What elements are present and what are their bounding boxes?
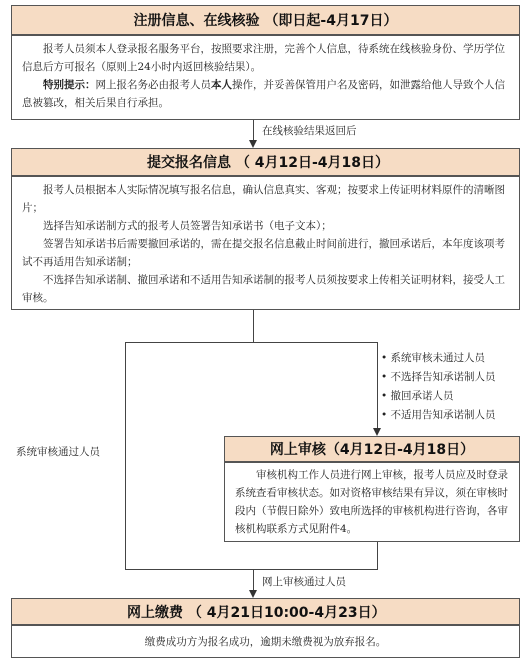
branch-left-line <box>125 342 126 569</box>
arrow3-head <box>249 590 257 598</box>
step2-para3: 签署告知承诺书后需要撤回承诺的，需在提交报名信息截止时间前进行，撤回承诺后，本年度该项考试不再适用告知承诺制； <box>22 238 505 268</box>
arrow1-label: 在线核验结果返回后 <box>262 125 357 137</box>
arrow1-line <box>253 120 254 142</box>
branch-bullet-3: • 撤回承诺人员 <box>381 390 454 402</box>
step1-para1: 报考人员须本人登录报名服务平台，按照要求注册，完善个人信息，待系统在线核验身份、学历学位信息后方可报名（原则上24小时内返回核验结果）。 <box>22 43 505 73</box>
step3-body <box>224 462 520 542</box>
step1-tip-text-b: 操作，并妥善保管用户名及密码，如泄露给他人导致个人信息被篡改，相关后果自行承担。 <box>22 79 505 109</box>
step2-para4: 不选择告知承诺制、撤回承诺和不适用告知承诺制的报考人员须按要求上传相关证明材料，接受人工审核。 <box>22 274 505 304</box>
step1-title: 注册信息、在线核验 （即日起-4月17日） <box>133 13 398 29</box>
step4-body <box>11 625 520 658</box>
step2-title: 提交报名信息 （ 4月12日-4月18日） <box>147 155 390 171</box>
branch-right-line <box>377 342 378 434</box>
step1-tip <box>22 76 509 112</box>
step3-down-line <box>377 542 378 569</box>
arrow1-head <box>249 140 257 148</box>
branch-right-arrowhead <box>373 428 381 436</box>
step3-header <box>224 436 520 462</box>
step3-title: 网上审核（4月12日-4月18日） <box>269 442 475 458</box>
branch-bullet-4: • 不适用告知承诺制人员 <box>381 409 496 421</box>
step2-body <box>11 176 520 310</box>
branch-bullet-2: • 不选择告知承诺制人员 <box>381 371 496 383</box>
step2-para1: 报考人员根据本人实际情况填写报名信息，确认信息真实、客观；按要求上传证明材料原件的清晰图片； <box>22 184 505 214</box>
step1-header <box>11 5 520 35</box>
step4-para1: 缴费成功方为报名成功，逾期未缴费视为放弃报名。 <box>144 635 387 648</box>
branch-bullet-1: • 系统审核未通过人员 <box>381 352 486 364</box>
step1-tip-label: 特别提示： <box>43 79 96 91</box>
merge-line <box>125 569 378 570</box>
branch-left-label: 系统审核通过人员 <box>16 446 100 458</box>
step1-tip-text-a: 网上报名务必由报考人员 <box>95 79 211 91</box>
step2-header <box>11 148 520 176</box>
step1-body <box>11 35 520 120</box>
step4-header <box>11 598 520 625</box>
arrow3-line <box>253 569 254 592</box>
branch-top-line <box>125 342 378 343</box>
step3-para1: 审核机构工作人员进行网上审核，报考人员应及时登录系统查看审核状态。如对资格审核结果有异议，须在审核时段内（节假日除外）致电所选择的审核机构进行咨询，各审核机构联系方式见附件4。 <box>235 469 508 535</box>
branch-stem <box>253 310 254 342</box>
step1-tip-bold: 本人 <box>211 79 232 91</box>
arrow3-label: 网上审核通过人员 <box>262 576 346 588</box>
step2-para2: 选择告知承诺制方式的报考人员签署告知承诺书（电子文本）； <box>43 220 332 232</box>
step4-title: 网上缴费 （ 4月21日10:00-4月23日） <box>127 604 386 621</box>
